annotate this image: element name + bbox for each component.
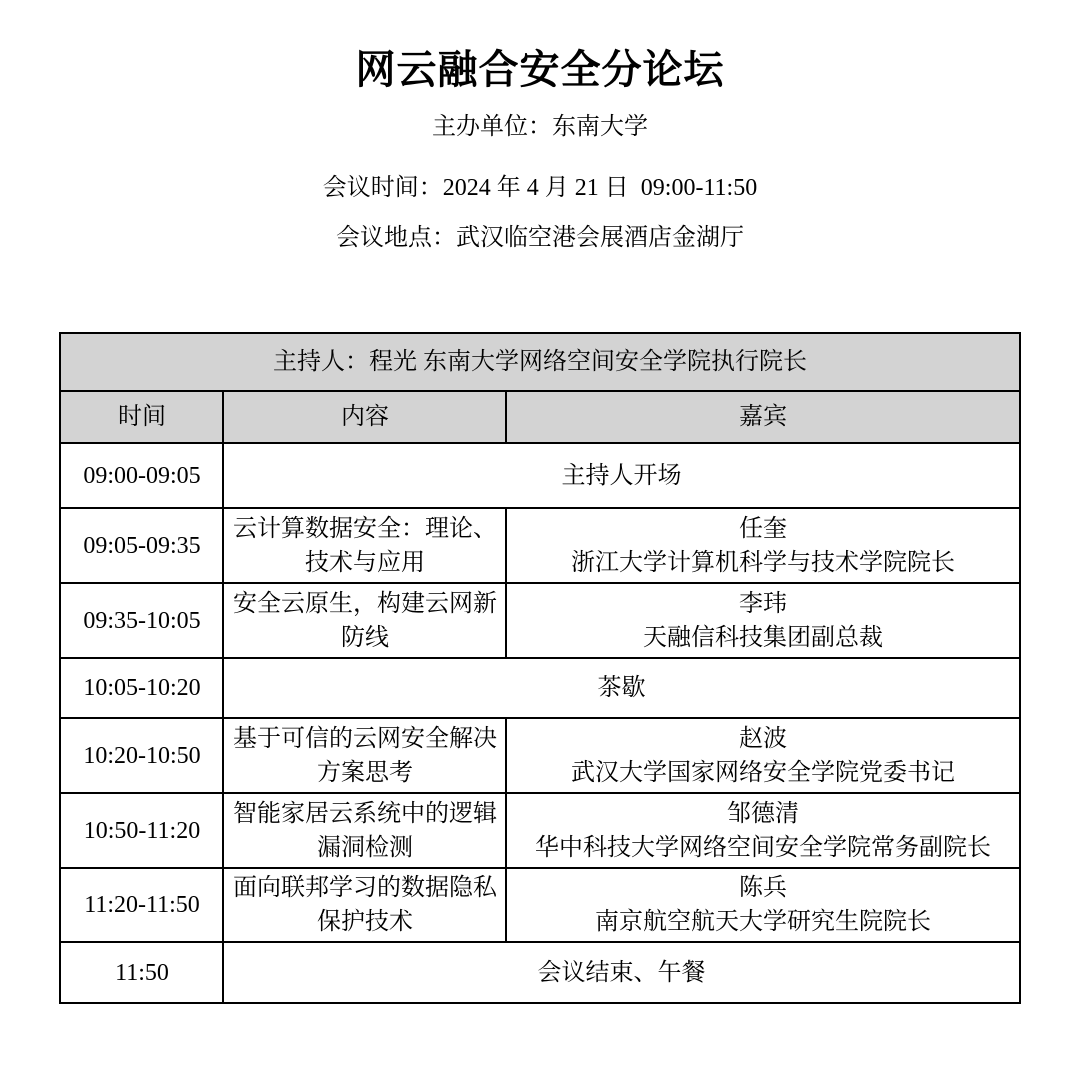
content-cell: 智能家居云系统中的逻辑漏洞检测 xyxy=(223,793,506,868)
guest-name: 赵波 xyxy=(739,725,787,752)
content-cell: 会议结束、午餐 xyxy=(223,942,1019,1003)
guest-name: 任奎 xyxy=(739,515,787,542)
guest-name: 李玮 xyxy=(739,590,787,617)
column-header-time: 时间 xyxy=(60,391,223,443)
guest-cell xyxy=(506,868,1019,942)
agenda-row-talk-1 xyxy=(60,508,1019,583)
time-cell: 11:50 xyxy=(60,942,223,1003)
content-cell: 云计算数据安全：理论、技术与应用 xyxy=(223,508,506,583)
moderator-cell: 主持人：程光 东南大学网络空间安全学院执行院长 xyxy=(60,333,1019,391)
agenda-row-talk-5 xyxy=(60,868,1019,942)
content-cell: 基于可信的云网安全解决方案思考 xyxy=(223,718,506,793)
agenda-row-closing xyxy=(60,942,1019,1003)
time-cell: 09:00-09:05 xyxy=(60,443,223,508)
time-cell: 09:05-09:35 xyxy=(60,508,223,583)
guest-affiliation: 武汉大学国家网络安全学院党委书记 xyxy=(571,759,955,786)
content-cell: 主持人开场 xyxy=(223,443,1019,508)
time-cell: 09:35-10:05 xyxy=(60,583,223,658)
agenda-row-opening xyxy=(60,443,1019,508)
agenda-row-tea-break xyxy=(60,658,1019,718)
agenda-row-talk-2 xyxy=(60,583,1019,658)
time-cell: 11:20-11:50 xyxy=(60,868,223,942)
meeting-time-line: 会议时间：2024 年 4 月 21 日 09:00-11:50 xyxy=(322,175,758,201)
guest-affiliation: 华中科技大学网络空间安全学院常务副院长 xyxy=(535,834,991,861)
guest-name: 陈兵 xyxy=(739,875,787,901)
agenda-table xyxy=(59,332,1020,1004)
column-header-guest: 嘉宾 xyxy=(506,391,1019,443)
time-cell: 10:20-10:50 xyxy=(60,718,223,793)
guest-cell xyxy=(506,583,1019,658)
content-cell: 茶歇 xyxy=(223,658,1019,718)
agenda-row-talk-4 xyxy=(60,793,1019,868)
guest-affiliation: 南京航空航天大学研究生院院长 xyxy=(595,909,931,935)
organizer-line: 主办单位：东南大学 xyxy=(432,114,648,140)
page-title: 网云融合安全分论坛 xyxy=(355,47,725,92)
agenda-row-talk-3 xyxy=(60,718,1019,793)
guest-name: 邹德清 xyxy=(727,800,799,827)
guest-cell xyxy=(506,793,1019,868)
guest-affiliation: 天融信科技集团副总裁 xyxy=(643,624,883,651)
column-header-content: 内容 xyxy=(223,391,506,443)
time-cell: 10:50-11:20 xyxy=(60,793,223,868)
guest-affiliation: 浙江大学计算机科学与技术学院院长 xyxy=(571,549,955,576)
content-cell: 面向联邦学习的数据隐私保护技术 xyxy=(223,868,506,942)
column-header-row xyxy=(60,391,1019,443)
guest-cell xyxy=(506,508,1019,583)
moderator-row xyxy=(60,333,1019,391)
guest-cell xyxy=(506,718,1019,793)
meeting-location-line: 会议地点：武汉临空港会展酒店金湖厅 xyxy=(336,225,744,251)
content-cell: 安全云原生，构建云网新防线 xyxy=(223,583,506,658)
time-cell: 10:05-10:20 xyxy=(60,658,223,718)
